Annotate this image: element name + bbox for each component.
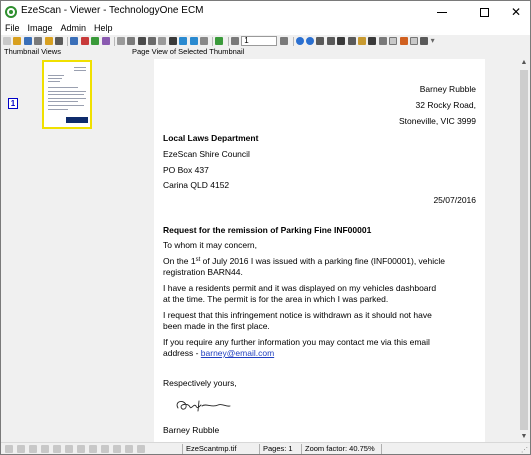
ezescan-app-icon <box>5 6 17 18</box>
thumbnail-text-line <box>48 101 78 102</box>
marker-tool-icon[interactable] <box>65 445 73 453</box>
thumbnail-text-line <box>48 81 60 82</box>
window-title: EzeScan - Viewer - TechnologyOne ECM <box>21 5 204 16</box>
thumbnail-text-line <box>48 75 64 76</box>
line-tool-icon[interactable] <box>41 445 49 453</box>
letter-subject: Request for the remission of Parking Fine INF00001 <box>163 225 372 235</box>
thumbnail-page-1[interactable] <box>42 60 92 129</box>
paragraph-1-line-1 <box>163 256 445 267</box>
resize-grip-icon[interactable]: ⋰ <box>521 447 528 454</box>
hand-tool-icon[interactable] <box>17 445 25 453</box>
close-button[interactable] <box>499 1 531 23</box>
zoom-in-icon[interactable] <box>296 37 304 45</box>
paragraph-1-pre: On the 1 <box>163 256 196 266</box>
rectangle-tool-icon[interactable] <box>89 445 97 453</box>
letter-salutation: To whom it may concern, <box>163 240 258 250</box>
form-icon[interactable] <box>410 37 418 45</box>
open-folder-icon[interactable] <box>3 37 11 45</box>
pencil-tool-icon[interactable] <box>29 445 37 453</box>
note-icon[interactable] <box>400 37 408 45</box>
status-pages: Pages: 1 <box>259 444 293 454</box>
paragraph-3-line-1: I request that this infringement notice is withdrawn as it should not have <box>163 310 432 320</box>
scroll-up-icon[interactable]: ▲ <box>520 58 528 66</box>
deskew-icon[interactable] <box>138 37 146 45</box>
annotate-pen-icon[interactable] <box>215 37 223 45</box>
delete-page-icon[interactable] <box>81 37 89 45</box>
toolbar-separator <box>212 37 213 46</box>
paragraph-2-line-1: I have a residents permit and it was displayed on my vehicles dashboard <box>163 283 437 293</box>
shape-tool-icon[interactable] <box>125 445 133 453</box>
toolbar-separator <box>228 37 229 46</box>
scrollbar-thumb[interactable] <box>520 70 528 430</box>
status-empty-cell <box>381 444 521 454</box>
text-tool-icon[interactable] <box>137 445 145 453</box>
insert-page-icon[interactable] <box>91 37 99 45</box>
thumbnail-text-line <box>48 109 68 110</box>
chevron-down-icon[interactable]: ▾ <box>430 36 435 45</box>
address-prefix: address - <box>163 348 201 358</box>
letter-date: 25/07/2016 <box>433 195 476 205</box>
text-annotation-icon[interactable] <box>379 37 387 45</box>
highlight-icon[interactable] <box>358 37 366 45</box>
letter-closing: Respectively yours, <box>163 378 237 388</box>
rotate-icon[interactable] <box>117 37 125 45</box>
toolbar <box>1 35 530 47</box>
thumbnail-views-header: Thumbnail Views <box>4 47 61 56</box>
title-bar <box>1 1 530 23</box>
select-area-icon[interactable] <box>348 37 356 45</box>
paragraph-4-line-2 <box>163 348 274 359</box>
thumbnail-text-line <box>74 67 86 68</box>
rotate-right-icon[interactable] <box>190 37 198 45</box>
thumbnail-text-line <box>48 87 78 88</box>
actual-size-icon[interactable] <box>337 37 345 45</box>
paragraph-3-line-2: been made in the first place. <box>163 321 270 331</box>
crop-icon[interactable] <box>127 37 135 45</box>
recipient-po-box: PO Box 437 <box>163 165 209 175</box>
fit-page-icon[interactable] <box>327 37 335 45</box>
toolbar-separator <box>293 37 294 46</box>
despeckle-icon[interactable] <box>148 37 156 45</box>
page-view-header: Page View of Selected Thumbnail <box>132 47 245 56</box>
scan-folder-icon[interactable] <box>45 37 53 45</box>
draw-arrow-icon[interactable] <box>420 37 428 45</box>
stamp-icon[interactable] <box>389 37 397 45</box>
sender-city: Stoneville, VIC 3999 <box>398 116 476 126</box>
recipient-organisation: EzeScan Shire Council <box>163 149 250 159</box>
paragraph-2-line-2: at the time. The permit is for the area in which I was parked. <box>163 294 389 304</box>
minimize-button[interactable] <box>425 1 459 23</box>
previous-page-icon[interactable] <box>231 37 239 45</box>
zoom-out-icon[interactable] <box>306 37 314 45</box>
rotate-left-icon[interactable] <box>179 37 187 45</box>
save-icon[interactable] <box>24 37 32 45</box>
thumbnail-page-number[interactable]: 1 <box>8 98 18 109</box>
vertical-scrollbar[interactable] <box>518 56 530 442</box>
contrast-icon[interactable] <box>169 37 177 45</box>
recipient-city: Carina QLD 4152 <box>163 180 230 190</box>
menu-admin[interactable]: Admin <box>60 23 87 33</box>
menu-file[interactable]: File <box>5 23 20 33</box>
signature-name: Barney Rubble <box>163 425 220 435</box>
thumbnail-text-line <box>48 78 62 79</box>
document-page <box>154 59 485 442</box>
paragraph-4-line-1: If you require any further information you may contact me via this email <box>163 337 430 347</box>
toolbar-separator <box>114 37 115 46</box>
thumbnail-text-line <box>48 94 84 95</box>
scroll-down-icon[interactable]: ▼ <box>520 432 528 440</box>
status-zoom: Zoom factor: 40.75% <box>301 444 375 454</box>
fit-width-icon[interactable] <box>316 37 324 45</box>
toolbar-separator <box>67 37 68 46</box>
sender-street: 32 Rocky Road, <box>415 100 476 110</box>
minimize-icon <box>437 12 447 13</box>
thumbnail-text-line <box>48 98 86 99</box>
fill-tool-icon[interactable] <box>113 445 121 453</box>
paragraph-1-post: of July 2016 I was issued with a parking fine (INF00001), vehicle <box>200 256 446 266</box>
thumbnail-text-line <box>48 91 86 92</box>
undo-icon[interactable] <box>200 37 208 45</box>
page-view-panel[interactable] <box>131 56 518 442</box>
filled-rectangle-tool-icon[interactable] <box>101 445 109 453</box>
close-icon: ✕ <box>510 5 522 19</box>
eraser-tool-icon[interactable] <box>77 445 85 453</box>
page-number-input[interactable]: 1 <box>241 36 277 46</box>
copy-icon[interactable] <box>70 37 78 45</box>
redact-icon[interactable] <box>368 37 376 45</box>
menu-bar <box>1 23 530 35</box>
scanner-icon[interactable] <box>34 37 42 45</box>
paragraph-1-line-2: registration BARN44. <box>163 267 243 277</box>
thumbnail-text-line <box>74 70 86 71</box>
thumbnail-highlight-block <box>66 117 88 123</box>
paragraph-1-superscript: st <box>195 257 201 263</box>
next-page-icon[interactable] <box>280 37 288 45</box>
status-filename: EzeScantmp.tif <box>182 444 236 454</box>
menu-help[interactable]: Help <box>94 23 113 33</box>
sender-name: Barney Rubble <box>419 84 476 94</box>
folder-icon[interactable] <box>13 37 21 45</box>
maximize-icon <box>480 8 489 17</box>
replace-page-icon[interactable] <box>102 37 110 45</box>
select-tool-icon[interactable] <box>5 445 13 453</box>
print-icon[interactable] <box>55 37 63 45</box>
maximize-button[interactable] <box>467 1 501 23</box>
signature-image <box>172 397 232 415</box>
flip-icon[interactable] <box>158 37 166 45</box>
pen-tool-icon[interactable] <box>53 445 61 453</box>
status-bar <box>1 442 530 454</box>
email-link[interactable]: barney@email.com <box>200 348 275 358</box>
thumbnail-text-line <box>48 105 84 106</box>
menu-image[interactable]: Image <box>27 23 53 33</box>
recipient-department: Local Laws Department <box>163 133 259 143</box>
